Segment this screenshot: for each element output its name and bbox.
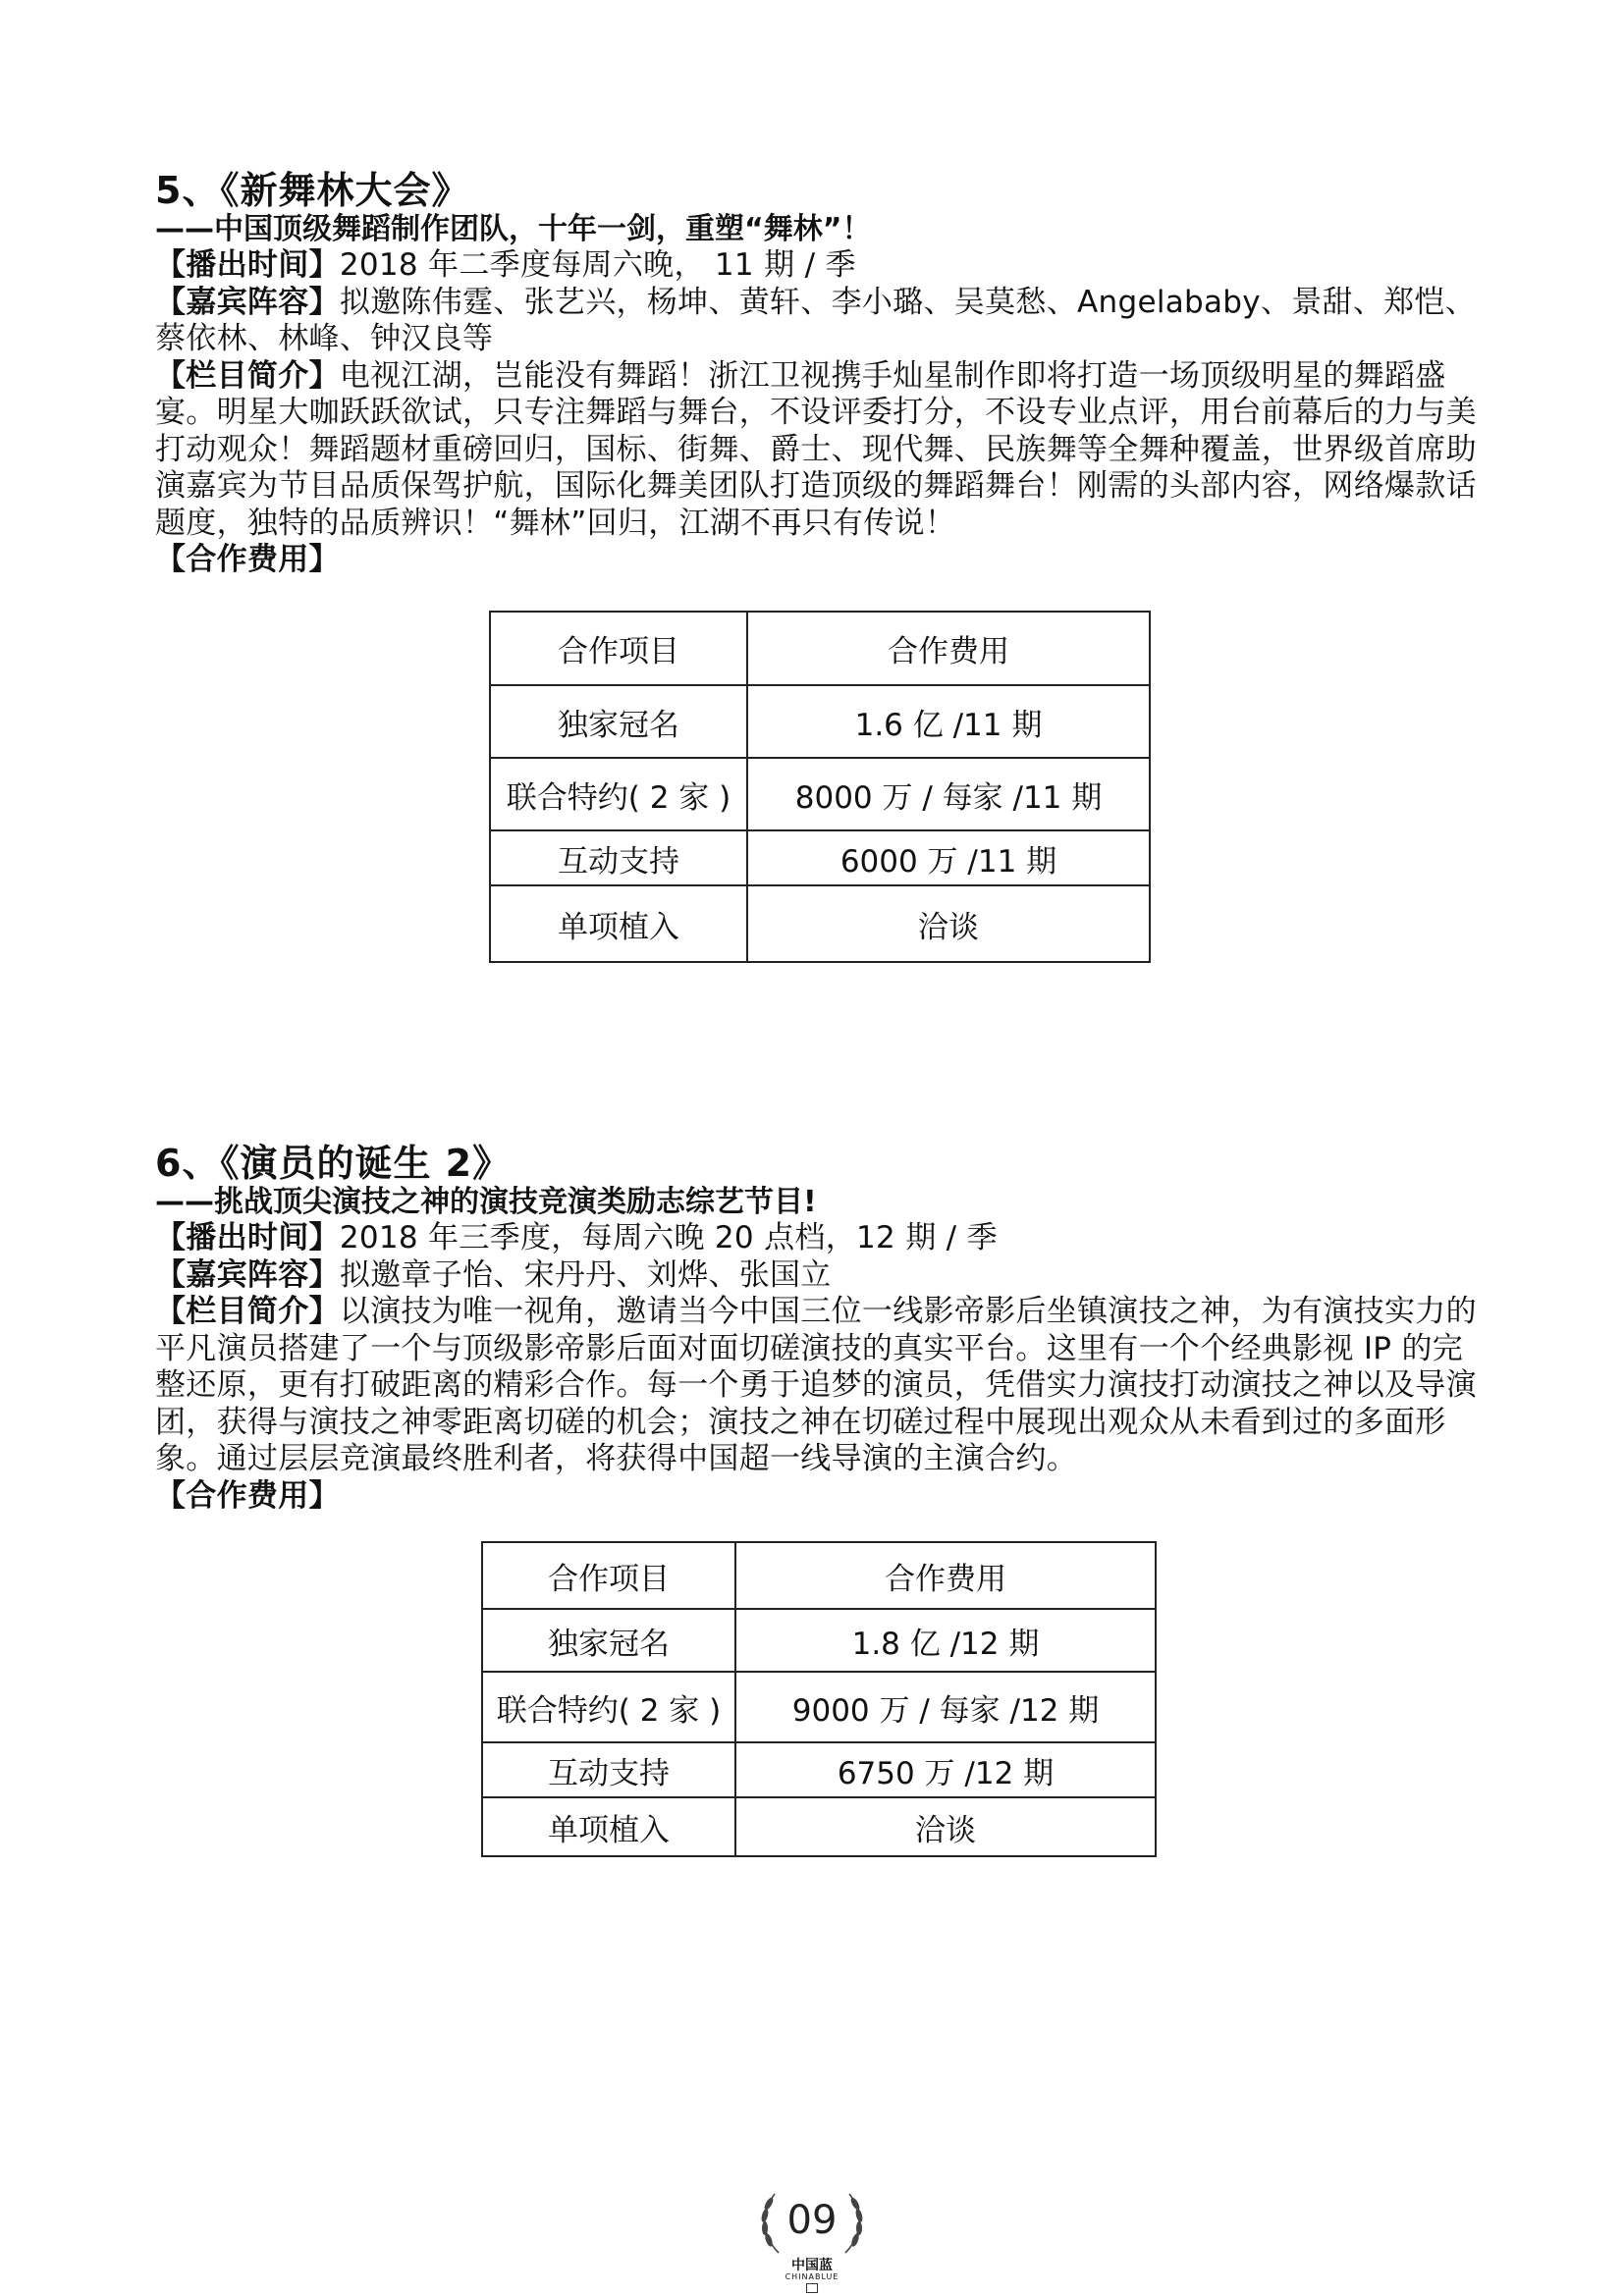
section-subtitle: ——中国顶级舞蹈制作团队，十年一剑，重塑“舞林”！ — [155, 212, 872, 246]
section-5 — [155, 169, 1490, 579]
table-cell: 单项植入 — [490, 885, 747, 962]
table-row — [490, 685, 1150, 758]
table-cell: 9000 万 / 每家 /12 期 — [735, 1672, 1156, 1742]
air-time — [155, 1220, 1490, 1257]
table-cell: 洽谈 — [735, 1797, 1156, 1856]
table-header-cell: 合作费用 — [747, 612, 1150, 685]
air-time-value: 2018 年二季度每周六晚， 11 期 / 季 — [339, 247, 856, 283]
program-intro-value: 电视江湖，岂能没有舞蹈！浙江卫视携手灿星制作即将打造一场顶级明星的舞蹈盛宴。明星大咖跃跃欲试，只专注舞蹈与舞台，不设评委打分，不设专业点评，用台前幕后的力与美打动观众！舞蹈题材重磅回归，国标、街舞、爵士、现代舞、民族舞等全舞种覆盖，世界级首席助演嘉宾为节目品质保驾护航，国际化舞美团队打造顶级的舞蹈舞台！刚需的头部内容，网络爆款话题度，独特的品质辨识！“舞林”回归，江湖不再只有传说！ — [155, 357, 1477, 541]
table-cell: 独家冠名 — [490, 685, 747, 758]
table-header-row — [482, 1542, 1156, 1609]
table-row — [482, 1742, 1156, 1797]
fee-table-6 — [481, 1541, 1157, 1857]
program-intro-value: 以演技为唯一视角，邀请当今中国三位一线影帝影后坐镇演技之神，为有演技实力的平凡演员搭建了一个与顶级影帝影后面对面切磋演技的真实平台。这里有一个个经典影视 IP 的完整还原，更有打破距离的精彩合作。每一个勇于追梦的演员，凭借实力演技打动演技之神以及导演团，获得与演技之神零距离切磋的机会；演技之神在切磋过程中展现出观众从未看到过的多面形象。通过层层竞演最终胜利者，将获得中国超一线导演的主演合约。 — [155, 1294, 1477, 1476]
table-cell: 1.6 亿 /11 期 — [747, 685, 1150, 758]
table-cell: 互动支持 — [482, 1742, 735, 1797]
program-intro — [155, 358, 1490, 543]
table-cell: 独家冠名 — [482, 1609, 735, 1672]
guest-lineup-value: 拟邀陈伟霆、张艺兴，杨坤、黄轩、李小璐、吴莫愁、Angelababy、景甜、郑恺、蔡依林、林峰、钟汉良等 — [155, 284, 1477, 356]
page-footer — [743, 2184, 881, 2292]
table-cell: 互动支持 — [490, 830, 747, 885]
section-subtitle: ——挑战顶尖演技之神的演技竞演类励志综艺节目! — [155, 1185, 817, 1219]
air-time-value: 2018 年三季度，每周六晚 20 点档，12 期 / 季 — [339, 1220, 998, 1255]
table-cell: 6000 万 /11 期 — [747, 830, 1150, 885]
guest-lineup-label: 【嘉宾阵容】 — [155, 284, 340, 320]
guest-lineup-label: 【嘉宾阵容】 — [155, 1256, 340, 1293]
section-title: 5、《新舞林大会》 — [155, 169, 470, 212]
air-time — [155, 247, 1490, 285]
table-cell: 8000 万 / 每家 /11 期 — [747, 758, 1150, 830]
table-header-cell: 合作项目 — [490, 612, 747, 685]
table-row — [490, 758, 1150, 830]
program-intro-label: 【栏目简介】 — [155, 357, 340, 394]
fee-heading: 【合作费用】 — [155, 1477, 340, 1514]
page-number: 09 — [786, 2198, 838, 2243]
table-row — [482, 1609, 1156, 1672]
table-cell: 6750 万 /12 期 — [735, 1742, 1156, 1797]
program-intro — [155, 1294, 1490, 1478]
table-cell: 洽谈 — [747, 885, 1150, 962]
brand-logo-en: CHINABLUE — [785, 2272, 839, 2281]
table-row — [482, 1797, 1156, 1856]
guest-lineup-value: 拟邀章子怡、宋丹丹、刘烨、张国立 — [339, 1256, 832, 1293]
table-header-cell: 合作费用 — [735, 1542, 1156, 1609]
guest-lineup — [155, 1257, 1490, 1295]
tv-icon — [806, 2283, 818, 2293]
table-cell: 联合特约( 2 家 ) — [482, 1672, 735, 1742]
table-row — [490, 830, 1150, 885]
table-cell: 单项植入 — [482, 1797, 735, 1856]
brand-logo-text: 中国蓝 — [791, 2258, 833, 2273]
air-time-label: 【播出时间】 — [155, 247, 340, 283]
table-row — [490, 885, 1150, 962]
section-6 — [155, 1142, 1490, 1515]
fee-table-5 — [489, 611, 1151, 963]
table-cell: 1.8 亿 /12 期 — [735, 1609, 1156, 1672]
section-title: 6、《演员的诞生 2》 — [155, 1142, 512, 1185]
air-time-label: 【播出时间】 — [155, 1220, 340, 1255]
table-row — [482, 1672, 1156, 1742]
table-cell: 联合特约( 2 家 ) — [490, 758, 747, 830]
table-header-row — [490, 612, 1150, 685]
fee-heading: 【合作费用】 — [155, 542, 340, 577]
program-intro-label: 【栏目简介】 — [155, 1294, 340, 1329]
table-header-cell: 合作项目 — [482, 1542, 735, 1609]
guest-lineup — [155, 285, 1490, 358]
